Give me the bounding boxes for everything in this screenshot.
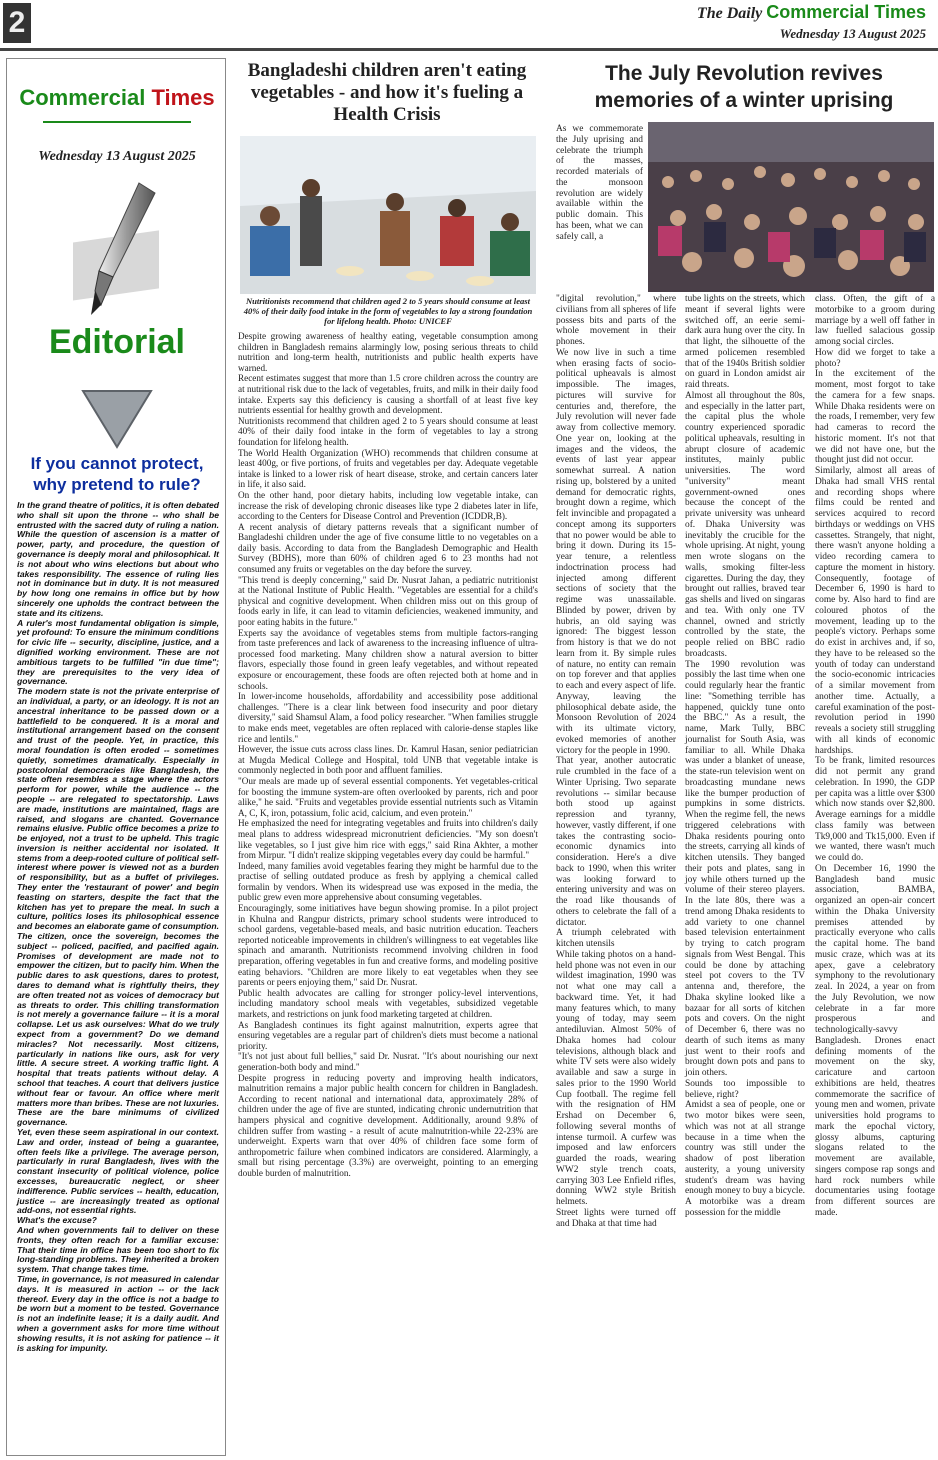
- vegetables-article-body: [238, 331, 538, 1179]
- header-rule: [0, 48, 938, 51]
- article-paragraph: In lower-income households, affordability and accessibility pose additional challenges. "There is a clear link between food insecurity and poor dietary diversity," said Shamsul Alam, a food policy researcher. "When families struggle to make ends meet, vegetables are often replaced with calorie-dense staples like rice and lentils.": [238, 691, 538, 744]
- fountain-pen-icon: [69, 179, 165, 319]
- article-paragraph: Despite growing awareness of healthy eating, vegetable consumption among children in Bangladesh remains alarmingly low, posing serious threats to child nutrition and long-term health, nutritionists and public health experts have warned.: [238, 331, 538, 373]
- sidebar-date: Wednesday 13 August 2025: [38, 149, 196, 164]
- article-paragraph: Recent estimates suggest that more than 1.5 crore children across the country are at nutritional risk due to the lack of vegetables, fruits, and milk in their daily food intake. Experts say this deficiency is causing a shortfall of at least five key nutrients essential for healthy growth and development.: [238, 373, 538, 416]
- article-paragraph: Despite progress in reducing poverty and improving health indicators, malnutrition remains a major public health concern for children in Bangladesh. According to recent national and international data, approximately 28% of children under the age of five are stunted, indicating chronic undernutrition that hampers physical and cognitive development. Additionally, around 9.8% of children suffer from wasting - a result of acute malnutrition-while 22-23% are underweight. Experts warn that over 40% of children face some form of anthropometric failure when combined indicators are considered. Alarmingly, a small but rising percentage (3.3%) are overweight, pointing to an emerging double burden of malnutrition.: [238, 1072, 538, 1178]
- editorial-sidebar: [6, 58, 226, 1456]
- brand-underline: [43, 121, 191, 123]
- july-article-intro: As we commemorate the July uprising and celebrate the triumph of the masses, recorded materials of the monsoon revolution are widely available within the public domain. This has been, what we can safely call, a: [556, 124, 643, 242]
- article-paragraph: Street lights were turned off and Dhaka at that time had: [556, 1207, 676, 1229]
- article-paragraph: Indeed, many families avoid vegetables fearing they might be harmful due to the practise of selling outdated produce as fresh by applying a chemical called formalin by vendors. When its widespread use was exposed in the media, the public grew even more apprehensive about consuming vegetables.: [238, 860, 538, 903]
- article-paragraph: tube lights on the streets, which meant if several lights were switched off, an eerie semi-dark aura hung over the city. In that light, the silhouette of the armed policemen resembled that of the 1940s British soldier on guard in London amidst air raid threats.: [685, 294, 805, 390]
- article-subhead: How did we forget to take a photo?: [815, 347, 935, 369]
- sidebar-brand-times: Times: [151, 85, 215, 110]
- children-eating-photo: [240, 136, 536, 294]
- article-paragraph: Encouragingly, some initiatives have begun showing promise. In a pilot project in Khulna and Rangpur districts, primary school students were introduced to school gardens, vegetable-based meals, and basic nutrition education. Teachers reported noticeable improvements in children's willingness to eat vegetables like spinach and amaranth. Nutritionists recommend involving children in food preparation, offering vegetables in fun and creative forms, and modeling positive eating behaviors. "Children are more likely to eat vegetables when they see parents or peers enjoying them," said Dr. Nusrat.: [238, 903, 538, 988]
- article-paragraph: class. Often, the gift of a motorbike to a groom during marriage by a well off father in law fuelled salacious gossip among social circles.: [815, 294, 935, 347]
- article-paragraph: He emphasized the need for integrating vegetables and fruits into children's daily meal plans to address widespread micronutrient deficiencies. "My son doesn't like vegetables, so I just give him rice with eggs," said Rina Akhter, a mother from Mirpur. "I didn't realize skipping vegetables every day could be harmful.": [238, 818, 538, 861]
- editorial-body: [17, 501, 219, 1353]
- crowd-protest-photo: [648, 122, 934, 292]
- down-arrow-icon: [81, 389, 153, 449]
- masthead-the-daily: The Daily: [696, 5, 763, 22]
- article-subhead: Sounds too impossible to believe, right?: [685, 1078, 805, 1100]
- editorial-subhead: What's the excuse?: [17, 1215, 97, 1226]
- article-paragraph: That year, another autocratic rule crumbled in the face of a Winter Uprising. Two separate revolutions -- similar because both stood up against repression and tyranny, however, vastly different, if one takes the contrasting socio-economic dynamics into consideration. Here's a dive back to 1990, when this writer was looking forward to entering university and was on the road like thousands of others to celebrate the fall of a dictator.: [556, 756, 676, 928]
- article-paragraph: Public health advocates are calling for stronger policy-level interventions, including mandatory school meals with vegetables, subsidized vegetable markets, and restrictions on junk food marketing targeted at children.: [238, 987, 538, 1019]
- article-paragraph: The 1990 revolution was possibly the last time when one could regularly hear the frantic line: "Something terrible has happened, quickly tune onto the BBC." As a result, the name, Mark Tully, BBC journalist for South Asia, was familiar to all. While Dhaka was under a blanket of unease, the state-run television went on broadcasting mundane news like the bumper production of pumpkins in some districts. When the regime fell, the news triggered celebrations with Dhaka residents pouring onto the streets, carrying all kinds of kitchen utensils. They banged their pots and plates, sang in joy while others turned up the volume of their stereo players. In the late 80s, there was a trend among Dhaka residents to add variety to one channel based television entertainment by trying to catch program signals from West Bengal. This could be done by attaching steel pot covers to the TV antenna and, therefore, the Dhaka skyline looked like a bazaar for all sorts of kitchen pots and covers. On the night of December 6, there was no dearth of such items as many just went to their roofs and brought down pots and pans to join others.: [685, 659, 805, 1078]
- editorial-paragraph: A ruler's most fundamental obligation is simple, yet profound: To ensure the minimum conditions for civic life -- security, discipline, justice, and a dignified working environment. These are not ambitious targets to be fulfilled "in due time"; they are prerequisites to the very idea of governance.: [17, 617, 219, 687]
- july-article-column-2: [685, 294, 805, 1219]
- july-article-column-1: [556, 294, 676, 1229]
- article-paragraph: The World Health Organization (WHO) recommends that children consume at least 400g, or five portions, of fruits and vegetables per day. Adequate vegetable intake is linked to a lower risk of heart disease, stroke, and certain cancers later in life, it also said.: [238, 447, 538, 490]
- editorial-paragraph: And when governments fail to deliver on these fronts, they often reach for a familiar excuse: That their time in office has been too short to fix long-standing problems. They inherited a broken system. That change takes time.: [17, 1224, 219, 1275]
- section-label-editorial: Editorial: [48, 323, 186, 361]
- editorial-paragraph: Yet, even these seem aspirational in our context. Law and order, instead of being a guarantee, often feels like a privilege. The average person, particularly in rural Bangladesh, lives with the constant insecurity of political violence, police excesses, bureaucratic neglect, or sheer indifference. Public services -- health, education, justice -- are increasingly treated as optional add-ons, not essential rights.: [17, 1127, 219, 1216]
- editorial-headline: If you cannot protect, why pretend to rule?: [30, 454, 204, 494]
- editorial-paragraph: The citizen, once the sovereign, becomes the subject -- policed, pacified, and pacified again. Promises of development are made not to empower the citizen, but to pacify him. When the public dares to ask questions, dares to protest, dares to demand what is rightfully theirs, they are often treated not as voices of democracy but as threats to order. This chilling transformation is not merely a governance failure -- it is a moral collapse. Let us ask ourselves: What do we truly expect from a government? Do we demand miracles? Not necessarily. Most citizens, particularly in nations like ours, ask for very little. A secure street. A working traffic light. A hospital that treats patients without delay. A school that teaches. A court that delivers justice without fear or favour. An office where merit matters more than bribes. These are not luxuries. These are the bare minimums of civilized governance.: [17, 931, 219, 1128]
- editorial-paragraph: Time, in governance, is not measured in calendar days. It is measured in action -- or the lack thereof. Every day in the office is not a badge to be worn but a moment to be tested. Governance is not an indefinite lease; it is a daily audit. And when a government asks for more time without showing results, it is not asking for patience -- it is asking for impunity.: [17, 1273, 219, 1353]
- photo-caption: Nutritionists recommend that children aged 2 to 5 years should consume at least 40% of their daily food intake in the form of vegetables to lay a strong foundation for lifelong health. Photo: UNICEF: [243, 296, 533, 326]
- article-paragraph: To be frank, limited resources did not permit any grand celebration. In 1990, the GDP per capita was a little over $300 which now stands over $2,800. Average earnings for a middle class family was between Tk9,000 and Tk15,000. Even if we wanted, there wasn't much we could do.: [815, 756, 935, 863]
- article-paragraph: Almost all throughout the 80s, and especially in the latter part, the capital plus the whole country experienced sporadic political upheavals, resulting in abrupt closure of academic institutes, mainly public universities. The word "university" meant government-owned ones because the concept of the private university was unheard of. Dhaka University was inevitably the crucible for the whole uprising. At night, young men wrote slogans on the walls, smoking filter-less cigarettes. During the day, they brought out rallies, braved tear gas shells and lived on singaras and tea. With only one TV channel, owned and strictly controlled by the state, the people relied on BBC radio broadcasts.: [685, 390, 805, 659]
- vegetables-article-headline: Bangladeshi children aren't eating vegetables - and how it's fueling a Health Crisis: [247, 60, 527, 125]
- article-paragraph: In the excitement of the moment, most forgot to take the camera for a few snaps. While Dhaka residents were on the roads, I remember, very few had cameras to record the historic moment. It's not that we did not have one, but the thought just did not occur.: [815, 369, 935, 466]
- page-number: 2: [3, 3, 31, 43]
- editorial-paragraph: The modern state is not the private enterprise of an individual, a party, or an ideology. It is not an ancestral inheritance to be passed down or a battlefield to be conquered. It is a moral and institutional arrangement based on the consent and trust of the people. Yet, in practice, this moral foundation is often eroded -- sometimes quietly, sometimes dramatically. Especially in postcolonial democracies like Bangladesh, the state often resembles a stage where the actors perform for power, while the audience -- the people -- are relegated to spectatorship. Laws are made, institutions are maintained, flags are raised, and slogans are chanted. Governance remains elusive. Public office becomes a prize to be enjoyed, not a trust to be upheld. This tragic inversion is neither accidental nor isolated. It stems from a deep-rooted culture of political self-interest where power is viewed not as a burden of responsibility, but as a buffet of privileges. They enter the 'restaurant of power' and begin feasting on starters, despite the fact that the kitchen has yet to prepare the meal. In such a culture, politics loses its philosophical essence and becomes an elaborate game of consumption.: [17, 686, 219, 932]
- july-article-column-3: [815, 294, 935, 1219]
- sidebar-brand-commercial: Commercial: [19, 85, 146, 110]
- article-paragraph: On December 16, 1990 the Bangladesh band music association, BAMBA, organized an open-air concert within the Dhaka University premises attended by practically everyone who calls the capital home. The band music craze, which was at its apex, gave a celebratory symphony to the revolutionary zeal. In 2024, a year on from the July Revolution, we now celebrate in a far more prosperous and technologically-savvy Bangladesh. Drones enact defining moments of the movement on the sky, caricature and cartoon exhibitions are held, theatres commemorate the sacrifice of young men and women, private universities hold programs to mark the epochal victory, glossy albums, capturing slogans related to the movement are available, singers compose rap songs and hard rock numbers while documentaries using footage from different sources are made.: [815, 863, 935, 1218]
- article-paragraph: However, the issue cuts across class lines. Dr. Kamrul Hasan, senior pediatrician at Mugda Medical College and Hospital, told UNB that vegetable intake is commonly neglected in both poor and affluent families.: [238, 744, 538, 776]
- article-paragraph: "This trend is deeply concerning," said Dr. Nusrat Jahan, a pediatric nutritionist at the National Institute of Public Health. "Vegetables are essential for a child's physical and cognitive development. When children miss out on this group of foods early in life, it can lead to vitamin deficiencies, weakened immunity, and poor eating habits in the future.": [238, 574, 538, 628]
- article-paragraph: Similarly, almost all areas of Dhaka had small VHS rental and recording shops where films could be rented and services acquired to record birthdays or weddings on VHS cassettes. Strangely, that night, there wasn't anyone holding a video recording camera to capture the moment in history. Consequently, footage of December 6, 1990 is hard to come by. Also hard to find are coloured photos of the movement, leading up to the people's victory. Perhaps some do exist in archives and, if so, they have to be released so the youth of today can understand the socio-economic intricacies of a similar movement from another time. Actually, a careful examination of the post-revolution period in 1990 reveals a society still struggling with all kinds of economic hardships.: [815, 466, 935, 756]
- article-paragraph: A recent analysis of dietary patterns reveals that a significant number of Bangladeshi children under the age of five consume little to no vegetables on a daily basis. According to data from the Bangladesh Demographic and Health Survey (BDHS), more than 60% of children aged 6 to 23 months had not consumed any fruits or vegetables on the day before the survey.: [238, 521, 538, 575]
- article-paragraph: Experts say the avoidance of vegetables stems from multiple factors-ranging from taste preferences and lack of awareness to the increasing influence of ultra-processed food marketing. Many children show a natural aversion to bitter flavors, especially those found in green leafy vegetables, and without repeated exposure or encouragement, these foods are often rejected both at home and in schools.: [238, 627, 538, 691]
- article-paragraph: On the other hand, poor dietary habits, including low vegetable intake, can increase the risk of developing chronic diseases like type 2 diabetes later in life, according to the Centers for Disease Control and Prevention (ICDDR,B).: [238, 489, 538, 522]
- masthead-date: Wednesday 13 August 2025: [779, 26, 926, 41]
- article-paragraph: "digital revolution," where civilians from all spheres of life possess bits and parts of the whole movement in their phones.: [556, 294, 676, 347]
- article-subhead: A triumph celebrated with kitchen utensils: [556, 928, 676, 949]
- article-paragraph: "Our meals are made up of several essential components. Yet vegetables-critical for boosting the immune system-are often overlooked by parents, rich and poor alike," he said. "Fruits and vegetables provide essential nutrients such as Vitamin A, C, K, iron, potassium, folic acid, calcium, and even protein.": [238, 775, 538, 818]
- article-paragraph: We now live in such a time when erasing facts of socio-political upheavals is almost impossible. The images, pictures will survive for centuries and, therefore, the July revolution will never fade away from collective memory. One year on, looking at the images and the videos, the events of last year appear somewhat surreal. A nation rising up, bolstered by a united demand for democratic rights, brought down a regime, which felt invincible and propagated a concept among its supporters that no power would be able to bring it down. During its 15-year tenure, a relentless indoctrination process had injected among different sections of society that the regime was unassailable. Blinded by power, driven by hubris, an old saying was ignored: The biggest lesson from history is that we do not learn from it. By simple rules of nature, no entity can remain on top forever and that applies to each and every aspect of life. Anyway, leaving the philosophical debate aside, the Monsoon Revolution of 2024 with its ultimate victory, evoked memories of another victory for the people in 1990.: [556, 347, 676, 756]
- article-paragraph: "It's not just about full bellies," said Dr. Nusrat. "It's about nourishing our next generation-both body and mind.": [238, 1051, 538, 1072]
- article-paragraph: Amidst a sea of people, one or two motor bikes were seen, which was not at all strange because in a time when the country was still under the shadow of post liberation austerity, a young university student's dream was having enough money to buy a bicycle. A motorbike was a dream possession for the middle: [685, 1100, 805, 1218]
- article-paragraph: Nutritionists recommend that children aged 2 to 5 years should consume at least 40% of their daily food intake in the form of vegetables to lay a strong foundation for lifelong health.: [238, 415, 538, 447]
- article-paragraph: While taking photos on a hand-held phone was not even in our wildest imagination, 1990 was not what one may call a backward time. Yet, it had many features which, to many young of today, may seem antediluvian. Almost 50% of Dhaka homes had colour televisions, although black and white TV sets were also widely available and saw a surge in sales prior to the 1990 World Cup football. The regime fell with the resignation of HM Ershad on December 6, following several months of intense turmoil. A curfew was imposed and law enforcers guarded the roads, wearing WW2 style trench coats, carrying 303 Lee Enfield rifles, donning WW2 style British helmets.: [556, 949, 676, 1207]
- masthead-commercial-times: Commercial Times: [766, 2, 926, 22]
- editorial-paragraph: In the grand theatre of politics, it is often debated who shall sit upon the throne -- who shall be entrusted with the sacred duty of ruling a nation. While the question of ascension is a matter of power, party, and procedure, the question of governance is deeply moral and philosophical. It is not about who wins elections but about who takes responsibility. The essence of ruling lies not in dominance but in duty. It is not measured by how long one remains in office but by how sincerely one upholds the contract between the state and its citizens.: [17, 500, 219, 618]
- sidebar-brand: [7, 85, 227, 111]
- masthead-title: [697, 2, 926, 23]
- july-revolution-headline: The July Revolution revives memories of a winter uprising: [594, 62, 894, 112]
- article-paragraph: As Bangladesh continues its fight against malnutrition, experts agree that ensuring vegetables are a regular part of children's diets must become a national priority.: [238, 1019, 538, 1051]
